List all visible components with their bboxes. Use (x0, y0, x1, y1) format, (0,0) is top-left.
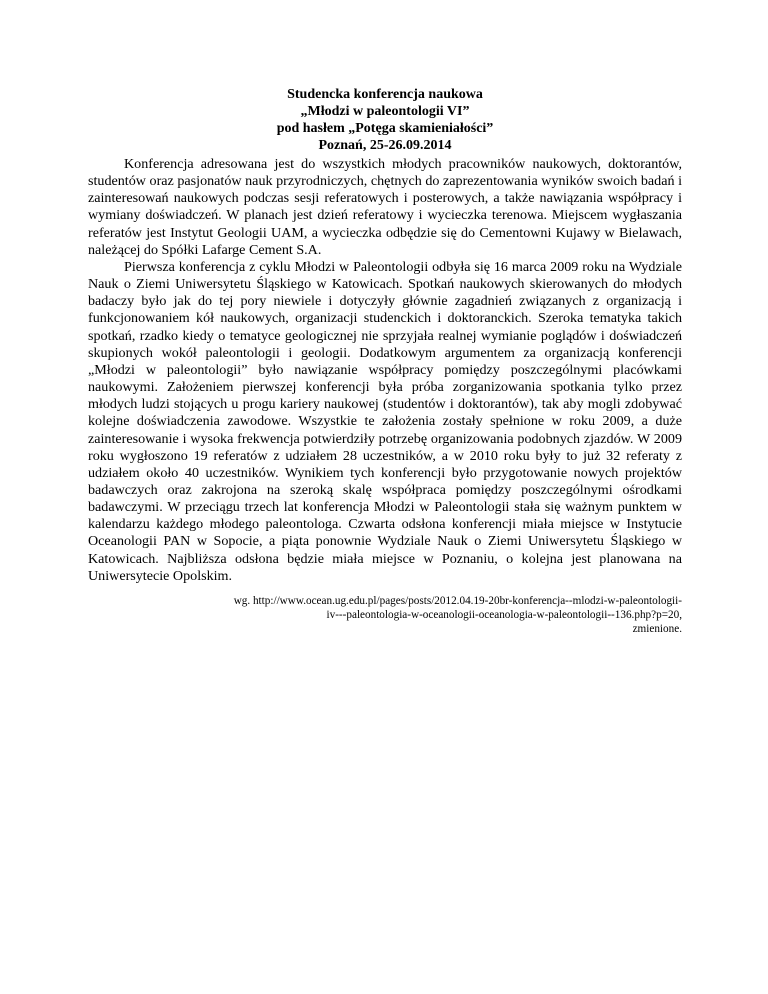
document-title-block (88, 86, 682, 154)
title-line-name: „Młodzi w paleontologii VI” (300, 104, 470, 119)
paragraph-intro: Konferencja adresowana jest do wszystkich młodych pracowników naukowych, doktorantów, studentów oraz pasjonatów nauk przyrodniczych, chętnych do zaprezentowania wyników swoich badań i zainteresowań naukowych podczas sesji referatowych i posterowych, a także nawiązania współpracy i wymiany doświadczeń. W planach jest dzień referatowy i wycieczka terenowa. Miejscem wygłaszania referatów jest Instytut Geologii UAM, a wycieczka odbędzie się do Cementowni Kujawy w Bielawach, należącej do Spółki Lafarge Cement S.A. (88, 156, 682, 258)
title-line-motto: pod hasłem „Potęga skamieniałości” (276, 121, 494, 136)
source-note: zmienione. (632, 622, 682, 635)
document-page (88, 86, 682, 636)
source-line: wg. http://www.ocean.ug.edu.pl/pages/posts/2012.04.19-20br-konferencja--mlodzi-w-paleontologii- (233, 594, 682, 607)
source-citation (126, 594, 682, 636)
title-line-place-date: Poznań, 25-26.09.2014 (318, 138, 452, 153)
paragraph-history: Pierwsza konferencja z cyklu Młodzi w Paleontologii odbyła się 16 marca 2009 roku na Wydziale Nauk o Ziemi Uniwersytetu Śląskiego w Katowicach. Spotkań naukowych skierowanych do młodych badaczy było jak do tej pory niewiele i dotyczyły głównie zagadnień związanych z organizacją i funkcjonowaniem kół naukowych, organizacji studenckich i doktoranckich. Szeroka tematyka takich spotkań, rzadko kiedy o tematyce geologicznej nie sprzyjała realnej wymianie poglądów i doświadczeń skupionych wokół paleontologii i geologii. Dodatkowym argumentem za organizacją konferencji „Młodzi w paleontologii” było nawiązanie współpracy pomiędzy poszczególnymi placówkami naukowymi. Założeniem pierwszej konferencji była próba zorganizowania spotkania tylko przez młodych ludzi stojących u progu kariery naukowej (studentów i doktorantów), tak aby mogli zdobywać kolejne doświadczenia zawodowe. Wszystkie te założenia zostały spełnione w roku 2009, a duże zainteresowanie i wysoka frekwencja potwierdziły potrzebę organizowania podobnych zjazdów. W 2009 roku wygłoszono 19 referatów z udziałem 28 uczestników, a w 2010 roku były to już 32 referaty z udziałem około 40 uczestników. Wynikiem tych konferencji było przygotowanie nowych projektów badawczych oraz zakrojona na szeroką skalę współpraca pomiędzy poszczególnymi ośrodkami badawczymi. W przeciągu trzech lat konferencja Młodzi w Paleontologii stała się ważnym punktem w kalendarzu każdego młodego paleontologa. Czwarta odsłona konferencji miała miejsce w Instytucie Oceanologii PAN w Sopocie, a piąta ponownie Wydziale Nauk o Ziemi Uniwersytetu Śląskiego w Katowicach. Najbliższa odsłona będzie miała miejsce w Poznaniu, o kolejna jest planowana na Uniwersytecie Opolskim. (88, 258, 682, 584)
source-line: iv---paleontologia-w-oceanologii-oceanologia-w-paleontologii--136.php?p=20, (326, 608, 682, 621)
title-line-conference: Studencka konferencja naukowa (287, 87, 483, 102)
document-body (88, 156, 682, 585)
